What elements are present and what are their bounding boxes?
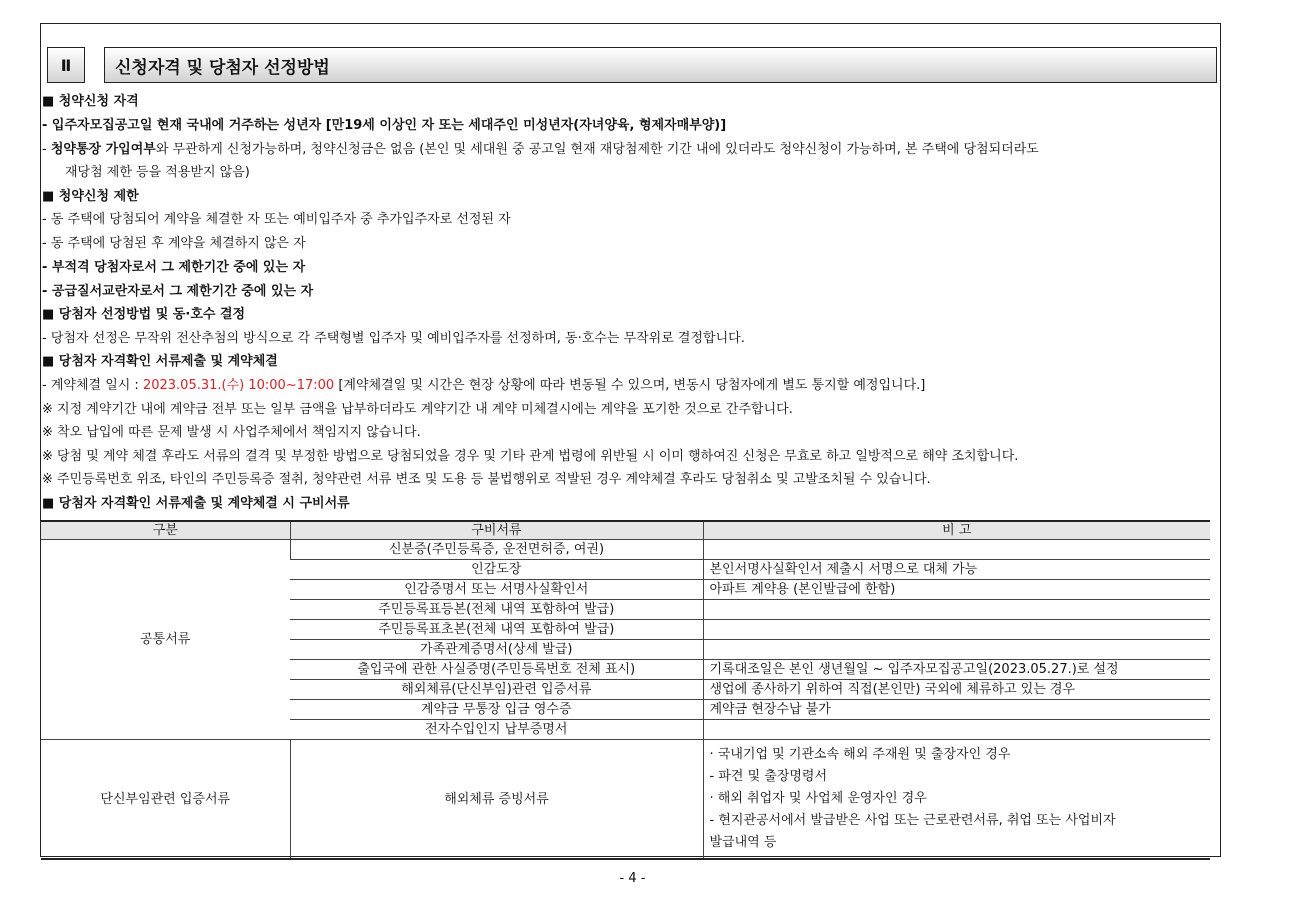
doc-cell: 인감도장	[290, 560, 703, 580]
restriction-item: - 동 주택에 당첨되어 계약을 체결한 자 또는 예비입주자 중 추가입주자로 선정된 자	[42, 212, 511, 227]
category-single-assignment: 단신부임관련 입증서류	[41, 740, 290, 860]
note-line: · 국내기업 및 기관소속 해외 주재원 및 출장자인 경우	[709, 747, 1011, 762]
note-cell: 생업에 종사하기 위하여 직접(본인만) 국외에 체류하고 있는 경우	[703, 680, 1210, 700]
note-line: - 파견 및 출장명령서	[709, 769, 828, 784]
contract-date-prefix: - 계약체결 일시 :	[42, 378, 143, 393]
qualification-line-2	[42, 142, 1039, 158]
doc-cell: 해외체류 증빙서류	[290, 740, 703, 860]
note-cell: 아파트 계약용 (본인발급에 한함)	[703, 580, 1210, 600]
section-title: 신청자격 및 당첨자 선정방법	[104, 47, 1217, 83]
restriction-item: - 부적격 당첨자로서 그 제한기간 중에 있는 자	[42, 260, 306, 275]
note-cell: 기록대조일은 본인 생년월일 ~ 입주자모집공고일(2023.05.27.)로 설정	[703, 660, 1210, 680]
selection-heading: ■ 당첨자 선정방법 및 동·호수 결정	[42, 307, 246, 322]
note-line: 발급내역 등	[709, 835, 777, 850]
doc-cell: 신분증(주민등록증, 운전면허증, 여권)	[290, 540, 703, 560]
note-line: · 해외 취업자 및 사업체 운영자인 경우	[709, 791, 927, 806]
required-documents-table	[41, 520, 1210, 860]
doc-cell: 출입국에 관한 사실증명(주민등록번호 전체 표시)	[290, 660, 703, 680]
restriction-item: - 공급질서교란자로서 그 제한기간 중에 있는 자	[42, 284, 314, 299]
column-header-category: 구분	[41, 521, 290, 540]
section-header	[47, 47, 1217, 83]
doc-cell: 전자수입인지 납부증명서	[290, 720, 703, 740]
table-row	[41, 740, 1210, 860]
table-row	[41, 540, 1210, 560]
note-cell	[703, 600, 1210, 620]
contract-date-value: 2023.05.31.(수) 10:00~17:00	[142, 378, 335, 393]
doc-cell: 해외체류(단신부임)관련 입증서류	[290, 680, 703, 700]
qualification-line-2-rest: 와 무관하게 신청가능하며, 청약신청금은 없음 (본인 및 세대원 중 공고일 현재 재당첨제한 기간 내에 있더라도 청약신청이 가능하며, 본 주택에 당첨되더라도	[155, 142, 1039, 157]
contract-note: ※ 지정 계약기간 내에 계약금 전부 또는 일부 금액을 납부하더라도 계약기간 내 계약 미체결시에는 계약을 포기한 것으로 간주합니다.	[42, 402, 793, 417]
note-cell	[703, 720, 1210, 740]
note-cell	[703, 540, 1210, 560]
column-header-documents: 구비서류	[290, 521, 703, 540]
doc-cell: 인감증명서 또는 서명사실확인서	[290, 580, 703, 600]
note-cell	[703, 640, 1210, 660]
doc-cell: 계약금 무통장 입금 영수증	[290, 700, 703, 720]
table-header-row	[41, 521, 1210, 540]
contract-date-line	[42, 378, 925, 394]
doc-cell: 주민등록표등본(전체 내역 포함하여 발급)	[290, 600, 703, 620]
qualification-line-1: - 입주자모집공고일 현재 국내에 거주하는 성년자 [만19세 이상인 자 또는 세대주인 미성년자(자녀양육, 형제자매부양)]	[42, 118, 727, 133]
section-number: Ⅱ	[47, 47, 85, 83]
note-cell	[703, 620, 1210, 640]
page-number: - 4 -	[619, 871, 646, 886]
qualification-line-2-bold: 청약통장 가입여부	[50, 142, 156, 157]
qualification-line-3: 재당첨 제한 등을 적용받지 않음)	[65, 165, 250, 180]
contract-note: ※ 주민등록번호 위조, 타인의 주민등록증 절취, 청약관련 서류 변조 및 도용 등 불법행위로 적발된 경우 계약체결 후라도 당첨취소 및 고발조치될 수 있습니다.	[42, 472, 931, 487]
doc-cell: 가족관계증명서(상세 발급)	[290, 640, 703, 660]
selection-line: - 당첨자 선정은 무작위 전산추첨의 방식으로 각 주택형별 입주자 및 예비입주자를 선정하며, 동·호수는 무작위로 결정합니다.	[42, 331, 745, 346]
restriction-item: - 동 주택에 당첨된 후 계약을 체결하지 않은 자	[42, 236, 306, 251]
single-assignment-notes	[703, 740, 1210, 860]
qualification-heading: ■ 청약신청 자격	[42, 94, 139, 109]
doc-cell: 주민등록표초본(전체 내역 포함하여 발급)	[290, 620, 703, 640]
contract-note: ※ 당첨 및 계약 체결 후라도 서류의 결격 및 부정한 방법으로 당첨되었을 경우 및 기타 관계 법령에 위반될 시 이미 행하여진 신청은 무효로 하고 일방적으로 해약 조치합니다.	[42, 449, 1019, 464]
qualification-line-2-prefix: -	[42, 142, 51, 157]
restriction-heading: ■ 청약신청 제한	[42, 189, 139, 204]
category-common: 공통서류	[41, 540, 290, 740]
note-line: - 현지관공서에서 발급받은 사업 또는 근로관련서류, 취업 또는 사업비자	[709, 813, 1116, 828]
contract-heading: ■ 당첨자 자격확인 서류제출 및 계약체결	[42, 354, 278, 369]
docs-heading: ■ 당첨자 자격확인 서류제출 및 계약체결 시 구비서류	[42, 496, 350, 511]
column-header-remarks: 비 고	[703, 521, 1210, 540]
contract-date-suffix: [계약체결일 및 시간은 현장 상황에 따라 변동될 수 있으며, 변동시 당첨자에게 별도 통지할 예정입니다.]	[334, 378, 926, 393]
note-cell: 본인서명사실확인서 제출시 서명으로 대체 가능	[703, 560, 1210, 580]
note-cell: 계약금 현장수납 불가	[703, 700, 1210, 720]
contract-note: ※ 착오 납입에 따른 문제 발생 시 사업주체에서 책임지지 않습니다.	[42, 425, 421, 440]
